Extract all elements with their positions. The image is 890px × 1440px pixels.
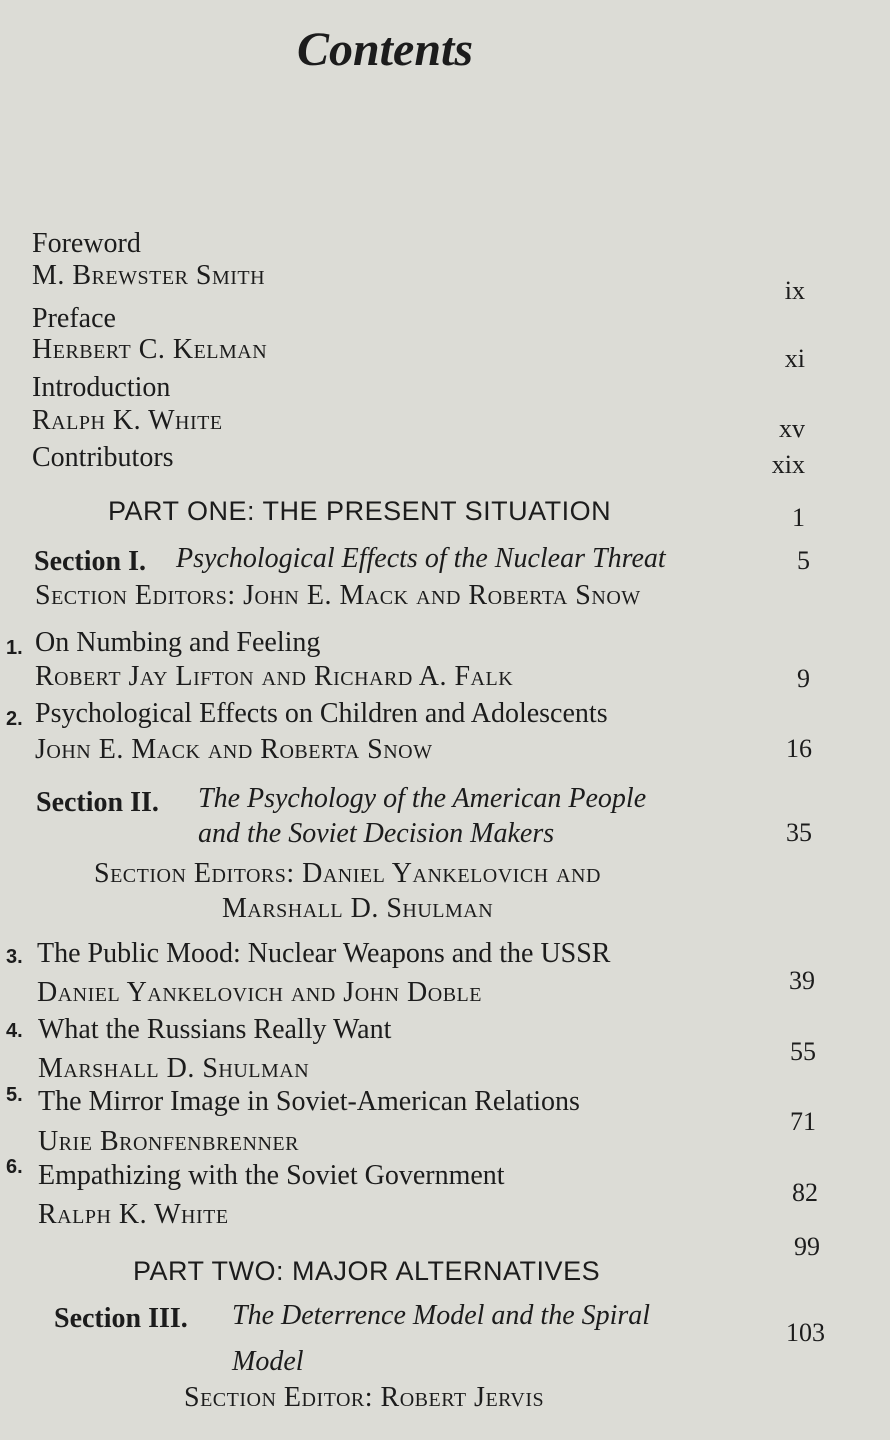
section-2-title-line2: and the Soviet Decision Makers (198, 818, 555, 849)
introduction-author: Ralph K. White (32, 405, 223, 436)
chapter-5-title: The Mirror Image in Soviet-American Relations (38, 1086, 580, 1117)
chapter-3-page: 39 (789, 966, 815, 995)
part-one-page: 1 (792, 503, 805, 532)
chapter-2-page: 16 (786, 734, 812, 763)
page-title: Contents (296, 23, 474, 76)
section-1-title: Psychological Effects of the Nuclear Threat (176, 543, 666, 574)
section-2-page: 35 (786, 818, 812, 847)
chapter-4-title: What the Russians Really Want (38, 1014, 392, 1045)
introduction-heading: Introduction (32, 372, 171, 403)
part-two-page: 99 (794, 1232, 820, 1261)
section-2-editors-line2: Marshall D. Shulman (222, 893, 494, 924)
chapter-2-authors: John E. Mack and Roberta Snow (35, 734, 433, 765)
section-3-title-line2: Model (232, 1346, 304, 1377)
chapter-4-authors: Marshall D. Shulman (38, 1053, 310, 1084)
section-2-label: Section II. (36, 787, 159, 818)
foreword-page: ix (784, 276, 805, 305)
section-3-page: 103 (786, 1318, 825, 1347)
chapter-3-number: 3. (6, 946, 23, 968)
chapter-1-number: 1. (6, 637, 23, 659)
chapter-4-page: 55 (790, 1037, 816, 1066)
section-2-title-line1: The Psychology of the American People (198, 783, 647, 814)
chapter-1-page: 9 (797, 664, 810, 693)
foreword-heading: Foreword (32, 228, 141, 259)
section-1-editors: Section Editors: John E. Mack and Roberta Snow (35, 580, 641, 611)
chapter-3-authors: Daniel Yankelovich and John Doble (37, 977, 482, 1008)
chapter-6-authors: Ralph K. White (38, 1199, 229, 1230)
chapter-4-number: 4. (6, 1020, 23, 1042)
chapter-5-authors: Urie Bronfenbrenner (38, 1126, 299, 1157)
foreword-author: M. Brewster Smith (32, 260, 266, 291)
section-3-label: Section III. (54, 1303, 188, 1334)
preface-page: xi (784, 344, 805, 373)
section-1-label: Section I. (34, 546, 146, 577)
section-3-title-line1: The Deterrence Model and the Spiral (232, 1300, 651, 1331)
preface-heading: Preface (32, 303, 116, 334)
contributors-page: xix (771, 450, 805, 479)
part-one-heading: PART ONE: THE PRESENT SITUATION (108, 496, 612, 526)
chapter-5-number: 5. (6, 1084, 23, 1106)
preface-author: Herbert C. Kelman (32, 334, 268, 365)
chapter-6-title: Empathizing with the Soviet Government (38, 1160, 505, 1191)
chapter-2-number: 2. (6, 708, 23, 730)
introduction-page: xv (779, 414, 805, 443)
chapter-3-title: The Public Mood: Nuclear Weapons and the USSR (37, 938, 611, 969)
chapter-2-title: Psychological Effects on Children and Adolescents (35, 698, 608, 729)
contributors-heading: Contributors (32, 442, 174, 473)
section-1-page: 5 (797, 546, 810, 575)
section-2-editors-line1: Section Editors: Daniel Yankelovich and (94, 858, 601, 889)
chapter-6-page: 82 (792, 1178, 818, 1207)
section-3-editors: Section Editor: Robert Jervis (184, 1382, 545, 1413)
chapter-1-title: On Numbing and Feeling (35, 627, 321, 658)
chapter-1-authors: Robert Jay Lifton and Richard A. Falk (35, 661, 514, 692)
chapter-6-number: 6. (6, 1156, 23, 1178)
part-two-heading: PART TWO: MAJOR ALTERNATIVES (133, 1256, 601, 1286)
chapter-5-page: 71 (790, 1107, 816, 1136)
